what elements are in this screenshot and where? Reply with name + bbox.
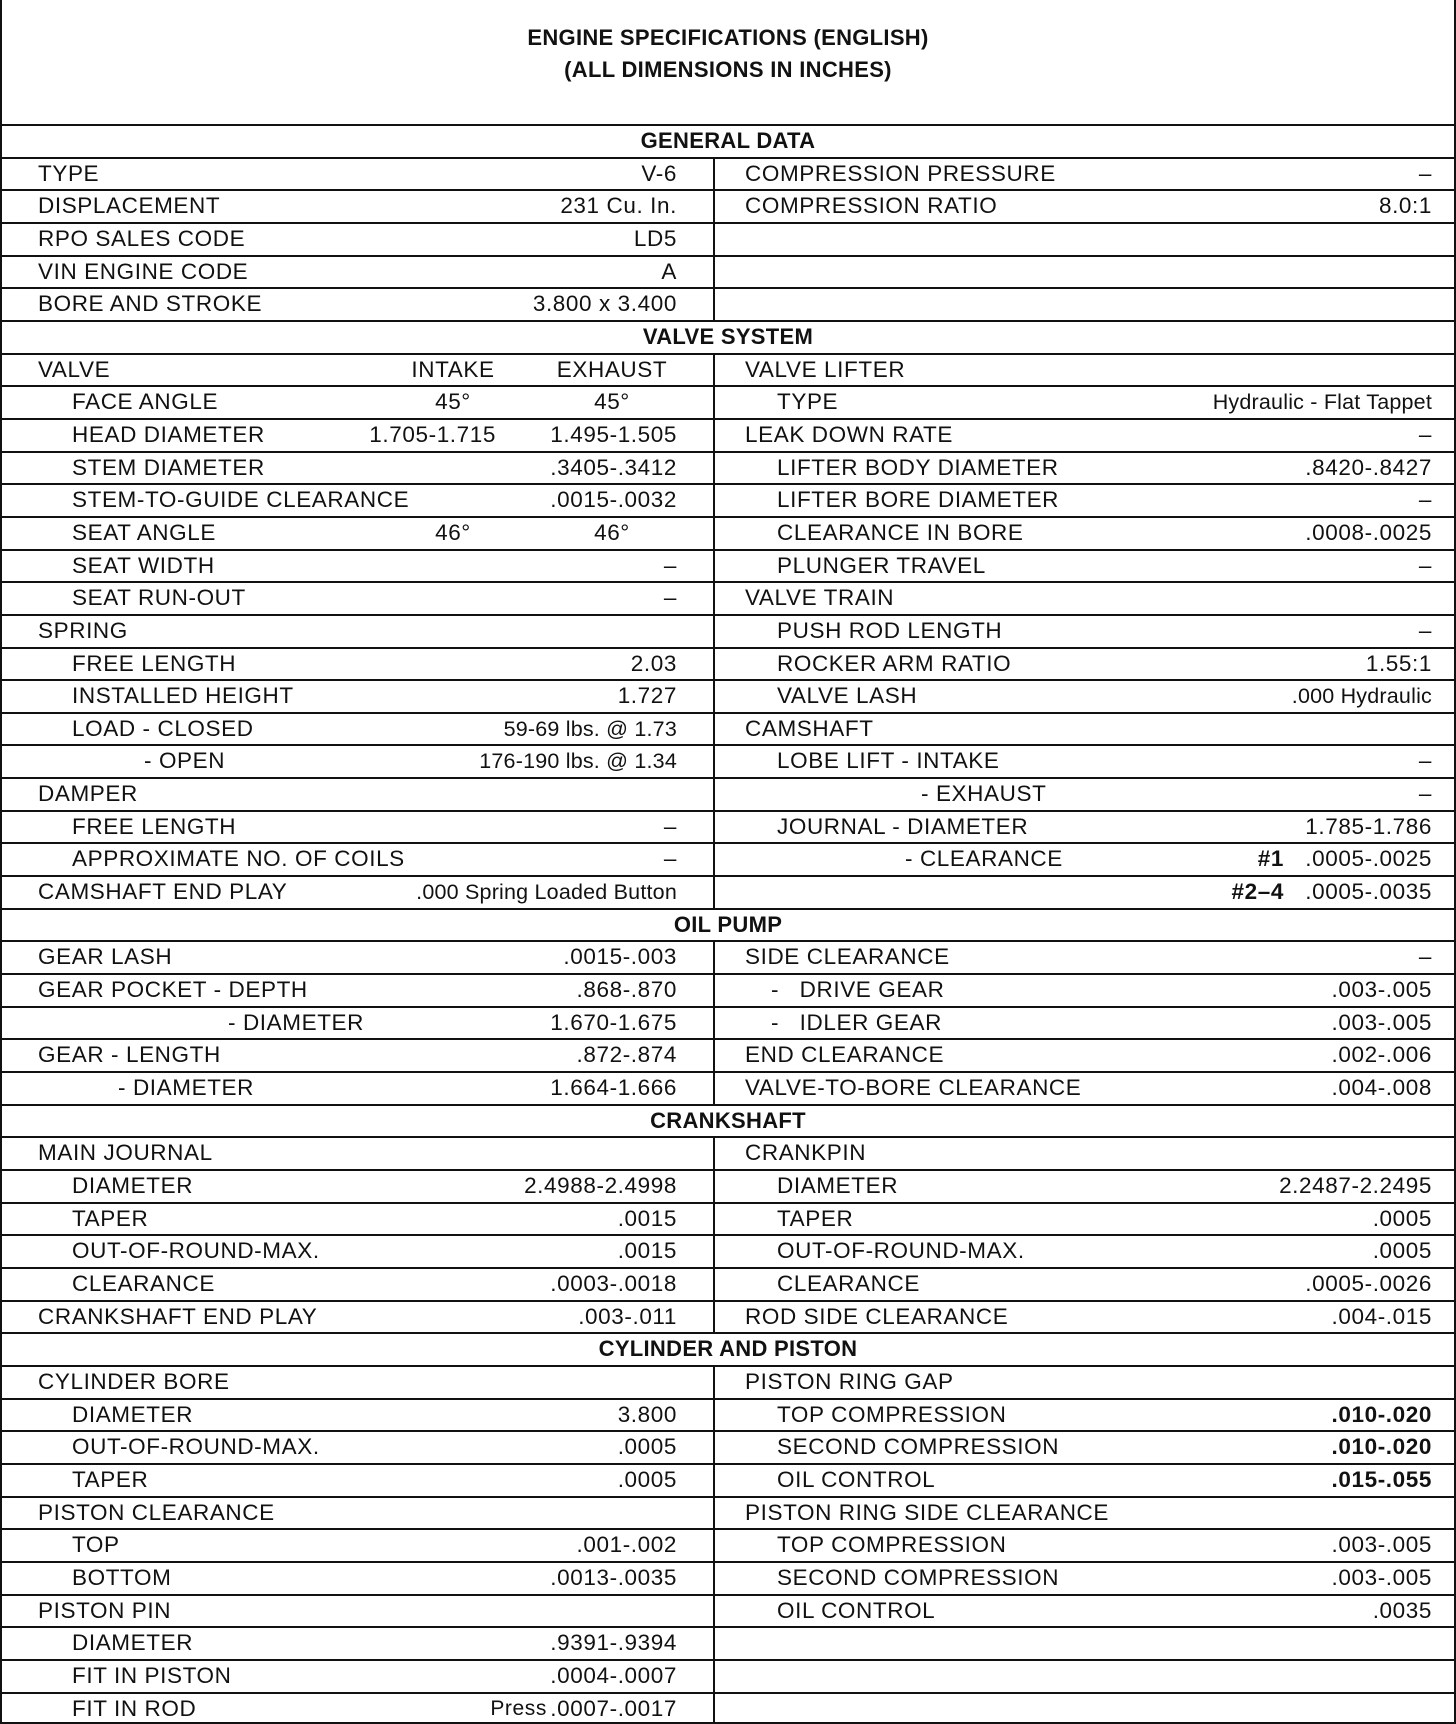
spec-label: OUT-OF-ROUND-MAX. xyxy=(777,1238,1025,1264)
spec-value: .001-.002 xyxy=(576,1532,677,1558)
doc-subtitle: (ALL DIMENSIONS IN INCHES) xyxy=(564,57,892,82)
spec-label: OUT-OF-ROUND-MAX. xyxy=(72,1434,320,1460)
spec-label: TAPER xyxy=(72,1205,149,1231)
table-row xyxy=(2,1267,1454,1300)
table-row xyxy=(2,875,1454,908)
spec-label: BORE AND STROKE xyxy=(38,291,263,317)
table-row xyxy=(2,1430,1454,1463)
spec-label: FACE ANGLE xyxy=(72,389,219,415)
table-row xyxy=(2,1300,1454,1333)
table-row xyxy=(2,1496,1454,1529)
table-row xyxy=(2,483,1454,516)
spec-label: - DIAMETER xyxy=(228,1009,365,1035)
spec-value: V-6 xyxy=(641,160,677,186)
intake-header: INTAKE xyxy=(411,356,495,382)
spec-label: COMPRESSION PRESSURE xyxy=(745,160,1056,186)
journal-number: #2–4 xyxy=(1231,879,1284,905)
spec-label: CAMSHAFT xyxy=(745,715,874,741)
section-header-oil xyxy=(2,908,1454,941)
spec-label: PISTON PIN xyxy=(38,1597,172,1623)
table-row xyxy=(2,157,1454,190)
spec-label: INSTALLED HEIGHT xyxy=(72,683,294,709)
spec-value: .0005 xyxy=(617,1434,677,1460)
spec-label: GEAR LASH xyxy=(38,944,173,970)
table-row xyxy=(2,940,1454,973)
spec-value: .0005 xyxy=(617,1466,677,1492)
spec-label: HEAD DIAMETER xyxy=(72,421,265,447)
spec-value: .0035 xyxy=(1372,1597,1432,1623)
spec-label: DIAMETER xyxy=(72,1173,194,1198)
fit-note: Press xyxy=(490,1696,547,1720)
spec-label: SEAT ANGLE xyxy=(72,519,216,545)
spec-value: .0005-.0026 xyxy=(1305,1270,1432,1296)
section-title: GENERAL DATA xyxy=(640,128,816,153)
table-row xyxy=(2,647,1454,680)
table-row xyxy=(2,1626,1454,1659)
spec-value: A xyxy=(661,258,677,284)
spec-label: - DIAMETER xyxy=(118,1075,255,1101)
exhaust-value: 46° xyxy=(594,519,630,545)
spec-value: .002-.006 xyxy=(1331,1042,1432,1068)
spec-label: RPO SALES CODE xyxy=(38,225,246,251)
spec-label: BOTTOM xyxy=(72,1564,172,1590)
spec-value: .0005 xyxy=(1372,1238,1432,1264)
doc-title: ENGINE SPECIFICATIONS (ENGLISH) xyxy=(527,25,929,50)
spec-value: – xyxy=(1418,552,1432,578)
spec-label: SEAT WIDTH xyxy=(72,552,215,578)
exhaust-value: 1.495-1.505 xyxy=(550,421,677,447)
section-title: CRANKSHAFT xyxy=(650,1107,806,1133)
spec-label: LIFTER BODY DIAMETER xyxy=(777,454,1059,480)
spec-label: SPRING xyxy=(38,617,128,643)
spec-value: .004-.015 xyxy=(1331,1303,1432,1329)
table-row xyxy=(2,549,1454,582)
table-row xyxy=(2,1463,1454,1496)
spec-value: 1.670-1.675 xyxy=(550,1009,677,1035)
spec-label: VALVE-TO-BORE CLEARANCE xyxy=(745,1075,1082,1101)
spec-label: - EXHAUST xyxy=(921,781,1047,807)
spec-value: Hydraulic - Flat Tappet xyxy=(1212,390,1432,415)
table-row xyxy=(2,451,1454,484)
spec-value: – xyxy=(663,552,677,578)
spec-label: DIAMETER xyxy=(777,1173,899,1198)
table-row xyxy=(2,1692,1454,1724)
table-row xyxy=(2,287,1454,320)
table-row xyxy=(2,516,1454,549)
table-row xyxy=(2,973,1454,1006)
table-row xyxy=(2,1659,1454,1692)
table-row xyxy=(2,1202,1454,1235)
spec-label: OUT-OF-ROUND-MAX. xyxy=(72,1238,320,1264)
spec-value: 2.4988-2.4998 xyxy=(524,1173,677,1198)
spec-value: 1.785-1.786 xyxy=(1305,813,1432,839)
spec-value: 231 Cu. In. xyxy=(560,193,677,219)
spec-value: .872-.874 xyxy=(576,1042,677,1068)
spec-value: 1.55:1 xyxy=(1365,650,1432,676)
spec-label: SECOND COMPRESSION xyxy=(777,1564,1060,1590)
spec-value: .9391-.9394 xyxy=(550,1630,677,1656)
spec-value: 176-190 lbs. @ 1.34 xyxy=(479,749,677,774)
spec-label: PLUNGER TRAVEL xyxy=(777,552,986,578)
spec-label: LOAD - CLOSED xyxy=(72,715,254,741)
spec-value: – xyxy=(663,813,677,839)
spec-label: CAMSHAFT END PLAY xyxy=(38,879,288,905)
spec-label: DAMPER xyxy=(38,781,138,807)
spec-label: GEAR POCKET - DEPTH xyxy=(38,977,308,1003)
table-row xyxy=(2,1234,1454,1267)
spec-label: TOP xyxy=(72,1532,120,1558)
spec-value: .004-.008 xyxy=(1331,1075,1432,1101)
table-row xyxy=(2,255,1454,288)
spec-value: – xyxy=(1418,748,1432,774)
intake-value: 45° xyxy=(435,389,471,415)
table-row xyxy=(2,418,1454,451)
table-row xyxy=(2,1528,1454,1561)
spec-label: OIL CONTROL xyxy=(777,1466,936,1492)
spec-label: ROD SIDE CLEARANCE xyxy=(745,1303,1009,1329)
spec-label: SECOND COMPRESSION xyxy=(777,1434,1060,1460)
table-row xyxy=(2,353,1454,386)
spec-label: STEM DIAMETER xyxy=(72,454,265,480)
exhaust-header: EXHAUST xyxy=(556,356,668,382)
spec-value: 2.2487-2.2495 xyxy=(1279,1173,1432,1198)
spec-value: .0015-.0032 xyxy=(550,487,677,513)
spec-label: CLEARANCE xyxy=(72,1270,215,1296)
spec-value: .8420-.8427 xyxy=(1305,454,1432,480)
spec-label: DIAMETER xyxy=(72,1401,194,1427)
table-row xyxy=(2,189,1454,222)
table-row xyxy=(2,1169,1454,1202)
table-row xyxy=(2,679,1454,712)
spec-label: FIT IN PISTON xyxy=(72,1662,232,1688)
spec-label: - DRIVE GEAR xyxy=(771,977,945,1003)
spec-label: COMPRESSION RATIO xyxy=(745,193,998,219)
exhaust-value: 45° xyxy=(594,389,630,415)
spec-value: – xyxy=(663,585,677,611)
title-block xyxy=(2,0,1454,124)
table-row xyxy=(2,1594,1454,1627)
spec-value: 8.0:1 xyxy=(1378,193,1432,219)
spec-label: CLEARANCE xyxy=(777,1270,920,1296)
spec-label: VALVE LASH xyxy=(777,683,918,709)
spec-value: 1.664-1.666 xyxy=(550,1075,677,1101)
spec-label: PISTON CLEARANCE xyxy=(38,1499,275,1525)
spec-value: .003-.005 xyxy=(1331,1532,1432,1558)
intake-value: 1.705-1.715 xyxy=(369,421,496,447)
spec-label: LOBE LIFT - INTAKE xyxy=(777,748,1000,774)
spec-label: TOP COMPRESSION xyxy=(777,1401,1007,1427)
section-header-general xyxy=(2,124,1454,157)
spec-label: VALVE xyxy=(38,356,111,382)
spec-label: - CLEARANCE xyxy=(905,846,1063,872)
section-title: CYLINDER AND PISTON xyxy=(598,1336,858,1362)
spec-value: 59-69 lbs. @ 1.73 xyxy=(503,716,677,741)
table-row xyxy=(2,1038,1454,1071)
spec-label: END CLEARANCE xyxy=(745,1042,945,1068)
intake-value: 46° xyxy=(435,519,471,545)
table-row xyxy=(2,1006,1454,1039)
spec-value: LD5 xyxy=(633,225,677,251)
section-header-cylinder xyxy=(2,1332,1454,1365)
spec-value: – xyxy=(1418,160,1432,186)
table-row xyxy=(2,1561,1454,1594)
spec-value: .0013-.0035 xyxy=(550,1564,677,1590)
spec-value: .0003-.0018 xyxy=(550,1270,677,1296)
spec-value: .003-.005 xyxy=(1331,1564,1432,1590)
spec-value: .0007-.0017 xyxy=(550,1695,677,1721)
spec-label: PISTON RING SIDE CLEARANCE xyxy=(745,1499,1110,1525)
spec-label: SEAT RUN-OUT xyxy=(72,585,246,611)
spec-label: PUSH ROD LENGTH xyxy=(777,617,1003,643)
spec-label: SIDE CLEARANCE xyxy=(745,944,950,970)
table-row xyxy=(2,842,1454,875)
spec-label: FIT IN ROD xyxy=(72,1695,197,1721)
spec-label: VALVE TRAIN xyxy=(745,585,895,611)
spec-value: .003-.005 xyxy=(1331,1009,1432,1035)
spec-value: .003-.005 xyxy=(1331,977,1432,1003)
spec-label: TYPE xyxy=(777,389,839,415)
spec-value: .0005 xyxy=(1372,1205,1432,1231)
table-row xyxy=(2,1365,1454,1398)
table-row xyxy=(2,777,1454,810)
spec-value: 3.800 xyxy=(617,1401,677,1427)
table-row xyxy=(2,581,1454,614)
spec-value: .010-.020 xyxy=(1331,1434,1432,1460)
spec-label: TOP COMPRESSION xyxy=(777,1532,1007,1558)
spec-value: – xyxy=(1418,944,1432,970)
spec-value: – xyxy=(1418,421,1432,447)
spec-value: .010-.020 xyxy=(1331,1401,1432,1427)
spec-label: PISTON RING GAP xyxy=(745,1368,954,1394)
spec-value: .015-.055 xyxy=(1331,1466,1432,1492)
table-row xyxy=(2,222,1454,255)
spec-label: CLEARANCE IN BORE xyxy=(777,519,1024,545)
spec-value: .0015 xyxy=(617,1205,677,1231)
table-row xyxy=(2,744,1454,777)
section-header-crankshaft xyxy=(2,1104,1454,1137)
spec-label: - IDLER GEAR xyxy=(771,1009,942,1035)
spec-label: LEAK DOWN RATE xyxy=(745,421,954,447)
spec-value: .0005-.0025 xyxy=(1305,846,1432,872)
spec-label: STEM-TO-GUIDE CLEARANCE xyxy=(72,487,410,513)
table-row xyxy=(2,1136,1454,1169)
spec-label: VIN ENGINE CODE xyxy=(38,258,249,284)
spec-label: DIAMETER xyxy=(72,1630,194,1656)
spec-label: TAPER xyxy=(72,1466,149,1492)
spec-label: TAPER xyxy=(777,1205,854,1231)
spec-label: MAIN JOURNAL xyxy=(38,1140,213,1166)
spec-value: 3.800 x 3.400 xyxy=(532,291,677,317)
table-row xyxy=(2,810,1454,843)
spec-value: .0015-.003 xyxy=(563,944,677,970)
spec-value: .000 Spring Loaded Button xyxy=(416,880,677,905)
section-header-valve xyxy=(2,320,1454,353)
spec-label: DISPLACEMENT xyxy=(38,193,221,219)
spec-value: .0004-.0007 xyxy=(550,1662,677,1688)
spec-value: 1.727 xyxy=(617,683,677,709)
table-row xyxy=(2,385,1454,418)
spec-value: 2.03 xyxy=(630,650,677,676)
spec-label: FREE LENGTH xyxy=(72,650,237,676)
spec-label: CRANKPIN xyxy=(745,1140,867,1166)
spec-label: - OPEN xyxy=(144,748,226,774)
spec-label: CYLINDER BORE xyxy=(38,1368,230,1394)
spec-label: APPROXIMATE NO. OF COILS xyxy=(72,846,405,872)
table-row xyxy=(2,614,1454,647)
section-title: OIL PUMP xyxy=(673,911,783,937)
spec-value: .868-.870 xyxy=(576,977,677,1003)
spec-value: – xyxy=(1418,781,1432,807)
journal-number: #1 xyxy=(1257,846,1284,872)
spec-value: .0005-.0035 xyxy=(1305,879,1432,905)
spec-label: VALVE LIFTER xyxy=(745,356,906,382)
spec-value: .000 Hydraulic xyxy=(1291,684,1432,709)
spec-label: FREE LENGTH xyxy=(72,813,237,839)
spec-label: GEAR - LENGTH xyxy=(38,1042,221,1068)
spec-label: TYPE xyxy=(38,160,100,186)
table-row xyxy=(2,1071,1454,1104)
spec-label: OIL CONTROL xyxy=(777,1597,936,1623)
section-title: VALVE SYSTEM xyxy=(642,323,814,349)
spec-value: .003-.011 xyxy=(578,1303,677,1329)
spec-value: – xyxy=(1418,617,1432,643)
spec-label: LIFTER BORE DIAMETER xyxy=(777,487,1060,513)
spec-label: CRANKSHAFT END PLAY xyxy=(38,1303,318,1329)
spec-label: ROCKER ARM RATIO xyxy=(777,650,1012,676)
spec-value: .0008-.0025 xyxy=(1305,519,1432,545)
spec-value: – xyxy=(1418,487,1432,513)
spec-value: .0015 xyxy=(617,1238,677,1264)
table-row xyxy=(2,712,1454,745)
spec-label: JOURNAL - DIAMETER xyxy=(777,813,1029,839)
spec-value: – xyxy=(663,846,677,872)
table-row xyxy=(2,1398,1454,1431)
spec-value: .3405-.3412 xyxy=(550,454,677,480)
